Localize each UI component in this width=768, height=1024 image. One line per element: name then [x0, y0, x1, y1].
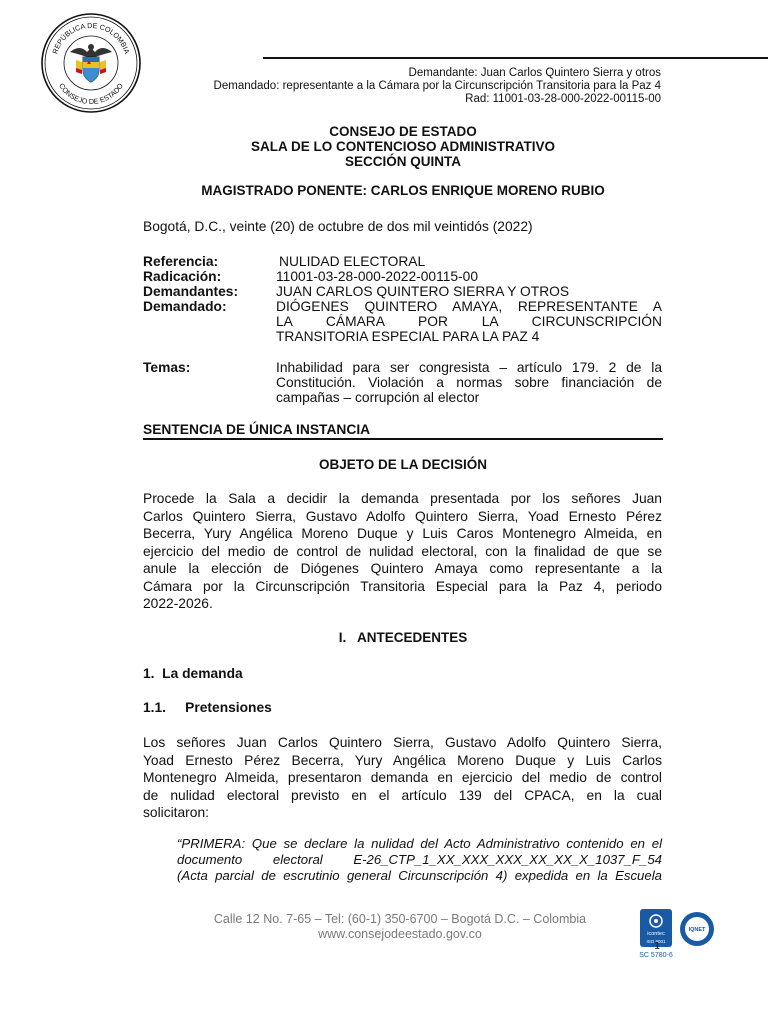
header-rule	[263, 57, 768, 59]
radicacion-value: 11001-03-28-000-2022-00115-00	[276, 269, 479, 284]
page-number: 1	[654, 941, 660, 952]
objeto-line: ejercicio del medio de control de nulidad electoral, con la finalidad de que se	[143, 543, 662, 559]
svg-text:ISO 9001: ISO 9001	[646, 939, 666, 944]
date-line: Bogotá, D.C., veinte (20) de octubre de dos mil veintidós (2022)	[143, 219, 533, 234]
referencia-label: Referencia:	[143, 254, 219, 269]
pretensiones-paragraph	[143, 734, 662, 822]
consejo-de-estado-seal	[40, 12, 142, 114]
demandantes-label: Demandantes:	[143, 284, 239, 299]
pretensiones-line: Yoad Ernesto Pérez Becerra, Yury Angélica Moreno Duque y Luis Carlos	[143, 752, 662, 768]
objeto-paragraph	[143, 490, 662, 613]
svg-text:CONSEJO DE ESTADO: CONSEJO DE ESTADO	[57, 81, 125, 107]
demandado-value-line2: LA CÁMARA POR LA CIRCUNSCRIPCIÓN	[276, 314, 662, 329]
svg-text:IQNET: IQNET	[688, 927, 706, 933]
pretensiones-heading: 1.1. Pretensiones	[143, 700, 272, 715]
pretensiones-line: de nulidad electoral previsto en el artículo 139 del CPACA, en la cual	[143, 787, 662, 803]
la-demanda-heading: 1. La demanda	[143, 666, 243, 681]
svg-text:icontec: icontec	[647, 931, 665, 937]
sentencia-heading: SENTENCIA DE ÚNICA INSTANCIA	[143, 422, 371, 437]
court-title: CONSEJO DE ESTADO	[329, 124, 477, 139]
objeto-line: Cámara por la Circunscripción Transitoria Especial para la Paz 4, periodo	[143, 578, 662, 594]
temas-label: Temas:	[143, 360, 191, 375]
temas-value-line2: Constitución. Violación a normas sobre financiación de	[276, 375, 662, 390]
footer-website[interactable]: www.consejodeestado.gov.co	[318, 927, 482, 941]
pretensiones-line: Montenegro Almeida, presentaron demanda en ejercicio del medio de control	[143, 770, 662, 785]
sentencia-rule	[143, 438, 663, 440]
header-radicado: Rad: 11001-03-28-000-2022-00115-00	[465, 93, 661, 105]
footer-address: Calle 12 No. 7-65 – Tel: (60-1) 350-6700 – Bogotá D.C. – Colombia	[213, 912, 587, 926]
demandado-label: Demandado:	[143, 299, 227, 314]
seccion-title: SECCIÓN QUINTA	[344, 154, 461, 169]
quote-line: documento electoral E-26_CTP_1_XX_XXX_XXX_XX_XX_X_1037_F_54	[177, 852, 662, 867]
primera-quote	[177, 836, 662, 884]
demandado-value-line3: TRANSITORIA ESPECIAL PARA LA PAZ 4	[276, 329, 540, 344]
temas-value-line1: Inhabilidad para ser congresista – artículo 179. 2 de la	[276, 360, 662, 375]
objeto-line: anule la elección de Diógenes Quintero Amaya como representante a la	[143, 561, 662, 576]
certificate-code: SC 5780-6	[639, 952, 673, 959]
header-demandante: Demandante: Juan Carlos Quintero Sierra y otros	[408, 67, 661, 79]
quote-line: “PRIMERA: Que se declare la nulidad del Acto Administrativo contenido en el	[177, 836, 662, 851]
svg-text:REPÚBLICA DE COLOMBIA: REPÚBLICA DE COLOMBIA	[50, 20, 132, 56]
objeto-line: 2022-2026.	[143, 596, 213, 611]
quote-line: (Acta parcial de escrutinio general Circunscripción 4) expedida en la Escuela	[177, 868, 662, 883]
objeto-heading: OBJETO DE LA DECISIÓN	[318, 457, 488, 472]
pretensiones-line: solicitaron:	[143, 805, 209, 820]
demandado-value-line1: DIÓGENES QUINTERO AMAYA, REPRESENTANTE A	[276, 299, 662, 314]
header-demandado: Demandado: representante a la Cámara por la Circunscripción Transitoria para la Paz 4	[213, 80, 661, 92]
pretensiones-line: Los señores Juan Carlos Quintero Sierra, Gustavo Adolfo Quintero Sierra,	[143, 735, 662, 750]
demandantes-value: JUAN CARLOS QUINTERO SIERRA Y OTROS	[276, 284, 570, 299]
magistrado-ponente: MAGISTRADO PONENTE: CARLOS ENRIQUE MORENO RUBIO	[201, 183, 605, 198]
antecedentes-heading: I. ANTECEDENTES	[338, 630, 468, 645]
referencia-value: NULIDAD ELECTORAL	[279, 254, 426, 269]
objeto-line: Carlos Quintero Sierra, Gustavo Adolfo Quintero Sierra, Yoad Ernesto Pérez	[143, 508, 662, 524]
objeto-line: Procede la Sala a decidir la demanda presentada por los señores Juan	[143, 491, 662, 506]
iqnet-certification-logo	[679, 911, 715, 947]
objeto-line: Becerra, Yury Angélica Moreno Duque y Luis Caros Montenegro Almeida, en	[143, 526, 662, 541]
temas-value-line3: campañas – corrupción al elector	[276, 390, 480, 405]
sala-title: SALA DE LO CONTENCIOSO ADMINISTRATIVO	[250, 139, 555, 154]
radicacion-label: Radicación:	[143, 269, 222, 284]
